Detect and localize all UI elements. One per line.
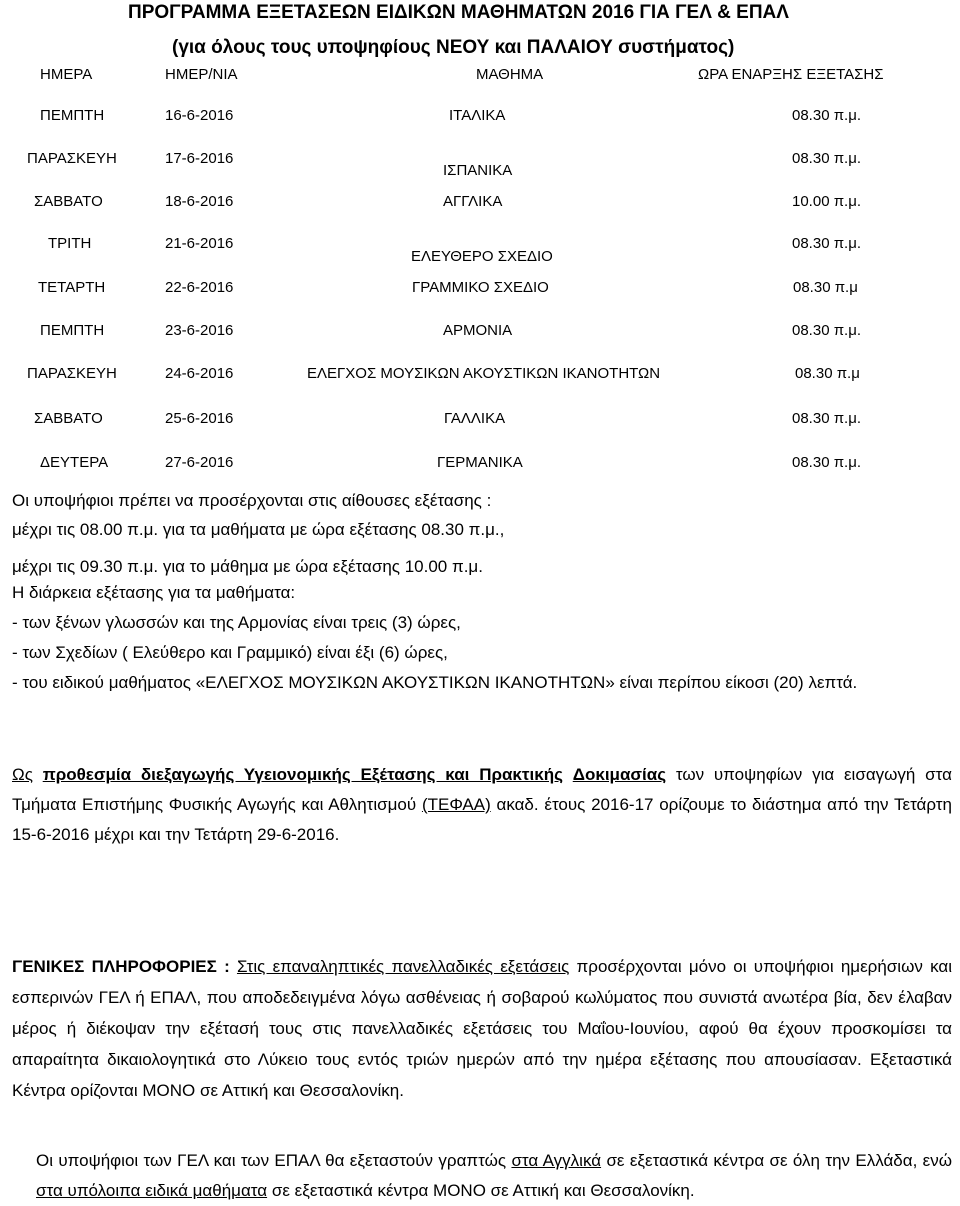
final-underline: στα Αγγλικά xyxy=(511,1151,602,1170)
row-subject: ΓΕΡΜΑΝΙΚΑ xyxy=(437,454,523,471)
row-subject: ΙΣΠΑΝΙΚΑ xyxy=(443,162,513,179)
row-time: 08.30 π.μ. xyxy=(792,107,862,124)
row-time: 10.00 π.μ. xyxy=(792,193,862,210)
final-text: Οι υποψήφιοι των ΓΕΛ και των ΕΠΑΛ θα εξεταστούν γραπτώς xyxy=(36,1151,507,1170)
row-day: ΠΑΡΑΣΚΕΥΗ xyxy=(27,365,117,382)
row-date: 23-6-2016 xyxy=(165,322,234,339)
deadline-paragraph xyxy=(12,760,952,850)
header-day: ΗΜΕΡΑ xyxy=(40,66,93,83)
row-subject: ΕΛΕΥΘΕΡΟ ΣΧΕΔΙΟ xyxy=(411,248,553,265)
general-info-text: προσέρχονται μόνο οι υποψήφιοι ημερήσιων και εσπερινών ΓΕΛ ή ΕΠΑΛ, που αποδεδειγμένα λόγω ασθένειας ή σοβαρού κωλύματος που συνιστά ανωτέρα βία, δεν έλαβαν μέρος ή διέκοψαν την εξέτασή τους στις πανελλαδικές εξετάσεις του Μαΐου-Ιουνίου, αφού θα έχουν προσκομίσει τα απαραίτητα δικαιολογητικά στο Λύκειο τους εντός τριών ημερών από την ημέρα εξέτασης που απουσίασαν. Εξεταστικά Κέντρα ορίζονται ΜΟΝΟ σε Αττική και Θεσσαλονίκη. xyxy=(12,957,952,1100)
final-paragraph xyxy=(12,1146,952,1206)
row-date: 24-6-2016 xyxy=(165,365,234,382)
row-time: 08.30 π.μ. xyxy=(792,150,862,167)
deadline-text: ακαδ. έτους 2016-17 ορίζουμε το διάστημα από την Τετάρτη 15-6-2016 μέχρι και την Τετάρτη 29-6-2016. xyxy=(12,795,952,844)
note-line: Η διάρκεια εξέτασης για τα μαθήματα: xyxy=(12,583,296,602)
row-time: 08.30 π.μ. xyxy=(792,235,862,252)
general-info-label: ΓΕΝΙΚΕΣ ΠΛΗΡΟΦΟΡΙΕΣ : xyxy=(12,957,230,976)
row-subject: ΙΤΑΛΙΚΑ xyxy=(449,107,506,124)
row-date: 21-6-2016 xyxy=(165,235,234,252)
row-date: 25-6-2016 xyxy=(165,410,234,427)
row-time: 08.30 π.μ. xyxy=(792,322,862,339)
row-time: 08.30 π.μ. xyxy=(792,410,862,427)
row-subject: ΓΑΛΛΙΚΑ xyxy=(444,410,506,427)
final-text: σε εξεταστικά κέντρα ΜΟΝΟ σε Αττική και Θεσσαλονίκη. xyxy=(271,1181,695,1200)
row-date: 22-6-2016 xyxy=(165,279,234,296)
row-time: 08.30 π.μ xyxy=(793,279,858,296)
row-subject: ΑΓΓΛΙΚΑ xyxy=(443,193,503,210)
row-day: ΠΑΡΑΣΚΕΥΗ xyxy=(27,150,117,167)
row-subject: ΓΡΑΜΜΙΚΟ ΣΧΕΔΙΟ xyxy=(412,279,549,296)
row-day: ΣΑΒΒΑΤΟ xyxy=(34,410,103,427)
row-date: 18-6-2016 xyxy=(165,193,234,210)
note-line: μέχρι τις 09.30 π.μ. για το μάθημα με ώρα εξέτασης 10.00 π.μ. xyxy=(12,557,483,576)
deadline-text: των υποψηφίων για εισαγωγή στα Τμήματα Επιστήμης Φυσικής Αγωγής και Αθλητισμού xyxy=(12,765,952,814)
note-line: - των ξένων γλωσσών και της Αρμονίας είναι τρεις (3) ώρες, xyxy=(12,613,461,632)
row-date: 17-6-2016 xyxy=(165,150,234,167)
general-info-paragraph xyxy=(12,951,952,1106)
row-time: 08.30 π.μ. xyxy=(792,454,862,471)
row-subject: ΑΡΜΟΝΙΑ xyxy=(443,322,513,339)
note-line: Οι υποψήφιοι πρέπει να προσέρχονται στις αίθουσες εξέτασης : xyxy=(12,491,492,510)
row-date: 16-6-2016 xyxy=(165,107,234,124)
deadline-bold: προθεσμία διεξαγωγής Υγειονομικής Εξέτασης και Πρακτικής xyxy=(42,765,563,784)
row-day: ΠΕΜΠΤΗ xyxy=(40,322,105,339)
page-subtitle: (για όλους τους υποψηφίους ΝΕΟΥ και ΠΑΛΑΙΟΥ συστήματος) xyxy=(172,37,735,58)
row-day: ΣΑΒΒΑΤΟ xyxy=(34,193,103,210)
general-info-link: Στις επαναληπτικές πανελλαδικές εξετάσεις xyxy=(236,957,570,976)
page-title: ΠΡΟΓΡΑΜΜΑ ΕΞΕΤΑΣΕΩΝ ΕΙΔΙΚΩΝ ΜΑΘΗΜΑΤΩΝ 2016 ΓΙΑ ΓΕΛ & ΕΠΑΛ xyxy=(128,2,789,23)
note-line: μέχρι τις 08.00 π.μ. για τα μαθήματα με ώρα εξέτασης 08.30 π.μ., xyxy=(12,520,505,539)
deadline-text: Ως xyxy=(12,765,33,784)
row-date: 27-6-2016 xyxy=(165,454,234,471)
deadline-tefaa: (ΤΕΦΑΑ) xyxy=(421,795,491,814)
header-subject: ΜΑΘΗΜΑ xyxy=(476,66,544,83)
row-time: 08.30 π.μ xyxy=(795,365,860,382)
final-underline: στα υπόλοιπα ειδικά μαθήματα xyxy=(36,1181,268,1200)
deadline-bold-keyword: Δοκιμασίας xyxy=(572,765,667,784)
final-text: σε εξεταστικά κέντρα σε όλη την Ελλάδα, ενώ xyxy=(606,1151,952,1170)
row-subject: ΕΛΕΓΧΟΣ ΜΟΥΣΙΚΩΝ ΑΚΟΥΣΤΙΚΩΝ ΙΚΑΝΟΤΗΤΩΝ xyxy=(307,365,661,382)
row-day: ΠΕΜΠΤΗ xyxy=(40,107,105,124)
header-time: ΩΡΑ ΕΝΑΡΞΗΣ ΕΞΕΤΑΣΗΣ xyxy=(698,66,884,83)
row-day: ΤΡΙΤΗ xyxy=(48,235,92,252)
header-date: ΗΜΕΡ/ΝΙΑ xyxy=(165,66,238,83)
row-day: ΤΕΤΑΡΤΗ xyxy=(38,279,106,296)
row-day: ΔΕΥΤΕΡΑ xyxy=(40,454,109,471)
note-line: - του ειδικού μαθήματος «ΕΛΕΓΧΟΣ ΜΟΥΣΙΚΩΝ ΑΚΟΥΣΤΙΚΩΝ ΙΚΑΝΟΤΗΤΩΝ» είναι περίπου είκοσι (20) λεπτά. xyxy=(12,673,858,692)
note-line: - των Σχεδίων ( Ελεύθερο και Γραμμικό) είναι έξι (6) ώρες, xyxy=(12,643,448,662)
